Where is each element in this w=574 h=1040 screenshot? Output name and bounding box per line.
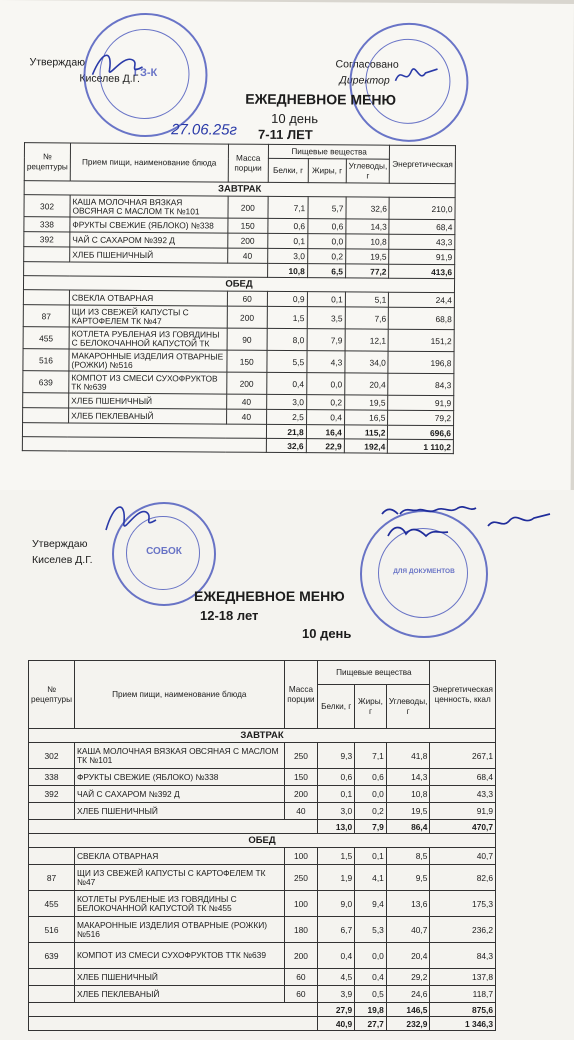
energy-value: 91,9 xyxy=(388,395,454,410)
table-row xyxy=(29,943,496,969)
energy-value: 175,3 xyxy=(430,891,496,917)
section-label: ЗАВТРАК xyxy=(24,181,455,198)
recipe-code xyxy=(23,290,69,305)
recipe-code xyxy=(23,408,69,423)
dish-name: КАША МОЛОЧНАЯ ВЯЗКАЯ ОВСЯНАЯ С МАСЛОМ ТК №101 xyxy=(70,195,228,218)
col-dish-header: Прием пищи, наименование блюда xyxy=(70,143,228,182)
portion-mass: 100 xyxy=(284,891,318,917)
table-row xyxy=(29,891,496,917)
dish-name: КОТЛЕТЫ РУБЛЕНЫЕ ИЗ ГОВЯДИНЫ С БЕЛОКОЧАННОЙ КАПУСТОЙ ТК №455 xyxy=(74,891,284,917)
total-e: 413,6 xyxy=(389,264,455,278)
portion-mass: 250 xyxy=(284,743,318,769)
recipe-code: 302 xyxy=(29,743,75,769)
total-c: 77,2 xyxy=(345,264,389,278)
carbs-value: 20,4 xyxy=(386,943,430,969)
recipe-code xyxy=(29,969,75,986)
energy-value: 82,6 xyxy=(430,865,496,891)
col-mass-header: Масса порции xyxy=(228,144,269,182)
fat-value: 0,2 xyxy=(306,395,344,410)
protein-value: 9,0 xyxy=(318,891,355,917)
protein-value: 0,1 xyxy=(268,233,308,248)
total-f: 7,9 xyxy=(355,820,387,834)
documents-stamp: ДЛЯ ДОКУМЕНТОВ xyxy=(360,510,488,638)
energy-value: 91,9 xyxy=(389,249,455,264)
lunch-total-row xyxy=(29,1003,496,1017)
portion-mass: 60 xyxy=(227,291,267,306)
energy-value: 236,2 xyxy=(430,917,496,943)
dish-name: СВЕКЛА ОТВАРНАЯ xyxy=(69,290,227,306)
portion-mass: 60 xyxy=(284,969,318,986)
protein-value: 3,9 xyxy=(318,986,355,1003)
carbs-value: 5,1 xyxy=(345,292,389,307)
section-label: ЗАВТРАК xyxy=(29,729,496,743)
protein-value: 3,0 xyxy=(267,394,307,409)
table-row xyxy=(29,848,496,865)
col-mass-header: Масса порции xyxy=(284,661,318,729)
total-c: 192,4 xyxy=(344,439,388,453)
recipe-code: 338 xyxy=(29,769,75,786)
recipe-code: 516 xyxy=(29,917,75,943)
table-row xyxy=(29,917,496,943)
fat-value: 0,0 xyxy=(307,234,345,249)
day-total-row xyxy=(22,437,453,454)
col-carbs-header: Углеводы, г xyxy=(386,685,430,729)
menu-title: ЕЖЕДНЕВНОЕ МЕНЮ xyxy=(245,90,397,108)
total-c: 115,2 xyxy=(344,425,388,439)
table-row xyxy=(23,349,454,374)
menu-sheet-7-11 xyxy=(0,0,574,496)
dish-name: ЧАЙ С САХАРОМ №392 Д xyxy=(70,232,228,248)
official-stamp: ГЗ-К xyxy=(83,13,208,138)
signature-approver xyxy=(100,496,160,540)
protein-value: 1,5 xyxy=(267,306,307,328)
portion-mass: 90 xyxy=(227,328,267,350)
protein-value: 3,0 xyxy=(318,803,355,820)
section-row xyxy=(29,729,496,743)
col-dish-header: Прием пищи, наименование блюда xyxy=(74,661,284,729)
total-e: 1 346,3 xyxy=(430,1017,496,1031)
dish-name: ФРУКТЫ СВЕЖИЕ (ЯБЛОКО) №338 xyxy=(70,217,228,233)
menu-sheet-12-18 xyxy=(0,490,574,1040)
dish-name: КАША МОЛОЧНАЯ ВЯЗКАЯ ОВСЯНАЯ С МАСЛОМ ТК №101 xyxy=(74,743,284,769)
carbs-value: 7,6 xyxy=(345,307,389,329)
total-c: 146,5 xyxy=(386,1003,430,1017)
portion-mass: 150 xyxy=(228,218,268,233)
fat-value: 7,9 xyxy=(307,329,345,351)
dish-name: ЩИ ИЗ СВЕЖЕЙ КАПУСТЫ С КАРТОФЕЛЕМ ТК №47 xyxy=(74,865,284,891)
recipe-code xyxy=(23,393,69,408)
day-total-row xyxy=(29,1017,496,1031)
fat-value: 0,2 xyxy=(307,249,345,264)
carbs-value: 14,3 xyxy=(386,769,430,786)
fat-value: 0,4 xyxy=(355,969,387,986)
total-f: 6,5 xyxy=(307,264,345,278)
protein-value: 4,5 xyxy=(318,969,355,986)
protein-value: 0,1 xyxy=(318,786,355,803)
total-p: 32,6 xyxy=(266,438,306,452)
fat-value: 0,4 xyxy=(306,410,344,425)
menu-day: 10 день xyxy=(302,626,352,641)
total-p: 40,9 xyxy=(318,1017,355,1031)
section-label: ОБЕД xyxy=(29,834,496,848)
table-row xyxy=(29,743,496,769)
energy-value: 84,3 xyxy=(430,943,496,969)
portion-mass: 200 xyxy=(228,196,268,218)
recipe-code: 639 xyxy=(23,371,69,393)
protein-value: 3,0 xyxy=(268,248,308,263)
dish-name: ХЛЕБ ПЕКЛЕВАНЫЙ xyxy=(69,408,227,424)
col-fat-header: Жиры, г xyxy=(355,685,387,729)
carbs-value: 10,8 xyxy=(346,234,390,249)
dish-name: ХЛЕБ ПШЕНИЧНЫЙ xyxy=(69,393,227,409)
col-carbs-header: Углеводы, г xyxy=(346,159,390,183)
total-f: 27,7 xyxy=(355,1017,387,1031)
portion-mass: 200 xyxy=(284,786,318,803)
energy-value: 24,4 xyxy=(389,292,455,307)
table-row xyxy=(23,327,454,352)
protein-value: 1,5 xyxy=(318,848,355,865)
dish-name: ЩИ ИЗ СВЕЖЕЙ КАПУСТЫ С КАРТОФЕЛЕМ ТК №47 xyxy=(69,305,227,328)
carbs-value: 10,8 xyxy=(386,786,430,803)
dish-name: ФРУКТЫ СВЕЖИЕ (ЯБЛОКО) №338 xyxy=(74,769,284,786)
blank-cell xyxy=(29,1017,318,1031)
dish-name: КОМПОТ ИЗ СМЕСИ СУХОФРУКТОВ ТК №639 xyxy=(69,371,227,394)
table-row xyxy=(29,803,496,820)
table-row xyxy=(23,305,454,330)
col-code-header: № рецептуры xyxy=(24,143,70,181)
recipe-code: 516 xyxy=(23,349,69,371)
fat-value: 0,6 xyxy=(308,219,346,234)
approve-label: Утверждаю xyxy=(29,56,86,69)
total-p: 21,8 xyxy=(266,424,306,438)
carbs-value: 40,7 xyxy=(386,917,430,943)
portion-mass: 250 xyxy=(284,865,318,891)
carbs-value: 19,5 xyxy=(386,803,430,820)
fat-value: 9,4 xyxy=(355,891,387,917)
approve-label: Утверждаю xyxy=(32,538,88,550)
fat-value: 0,6 xyxy=(355,769,387,786)
fat-value: 0,0 xyxy=(355,786,387,803)
fat-value: 4,1 xyxy=(355,865,387,891)
dish-name: КОТЛЕТА РУБЛЕНАЯ ИЗ ГОВЯДИНЫ С БЕЛОКОЧАННОЙ КАПУСТОЙ ТК xyxy=(69,327,227,350)
protein-value: 0,4 xyxy=(267,372,307,394)
energy-value: 151,2 xyxy=(388,329,454,351)
carbs-value: 19,5 xyxy=(346,249,390,264)
col-nutrients-header: Пищевые вещества xyxy=(268,144,390,159)
total-f: 22,9 xyxy=(306,439,344,453)
menu-table xyxy=(28,660,496,1031)
recipe-code: 392 xyxy=(29,786,75,803)
official-stamp: СОБОК xyxy=(112,502,216,606)
menu-title: ЕЖЕДНЕВНОЕ МЕНЮ xyxy=(194,588,345,604)
total-p: 10,8 xyxy=(267,263,307,277)
dish-name: ХЛЕБ ПШЕНИЧНЫЙ xyxy=(74,803,284,820)
protein-value: 0,6 xyxy=(318,769,355,786)
fat-value: 0,0 xyxy=(306,373,344,395)
fat-value: 4,3 xyxy=(307,351,345,373)
signature-approver xyxy=(87,45,147,85)
dish-name: ХЛЕБ ПШЕНИЧНЫЙ xyxy=(74,969,284,986)
table-row xyxy=(29,786,496,803)
carbs-value: 29,2 xyxy=(386,969,430,986)
approver-name: Киселев Д.Г. xyxy=(32,554,93,566)
breakfast-total-row xyxy=(29,820,496,834)
recipe-code: 455 xyxy=(29,891,75,917)
protein-value: 2,5 xyxy=(266,409,306,424)
energy-value: 43,3 xyxy=(389,234,455,249)
protein-value: 1,9 xyxy=(318,865,355,891)
col-energy-header: Энергетическая ценность, ккал xyxy=(430,661,496,729)
fat-value: 0,0 xyxy=(355,943,387,969)
energy-value: 118,7 xyxy=(430,986,496,1003)
col-nutrients-header: Пищевые вещества xyxy=(318,661,430,685)
fat-value: 5,7 xyxy=(308,197,346,219)
fat-value: 7,1 xyxy=(355,743,387,769)
section-label: ОБЕД xyxy=(23,276,454,293)
table-row xyxy=(24,195,455,220)
portion-mass: 150 xyxy=(284,769,318,786)
portion-mass: 60 xyxy=(284,986,318,1003)
energy-value: 43,3 xyxy=(430,786,496,803)
portion-mass: 200 xyxy=(284,943,318,969)
protein-value: 5,5 xyxy=(267,350,307,372)
carbs-value: 12,1 xyxy=(345,329,389,351)
energy-value: 68,8 xyxy=(389,307,455,329)
portion-mass: 150 xyxy=(227,350,267,372)
portion-mass: 200 xyxy=(226,372,266,394)
recipe-code: 455 xyxy=(23,327,69,349)
agreed-role: Директор xyxy=(339,74,390,87)
blank-cell xyxy=(29,820,318,834)
carbs-value: 16,5 xyxy=(344,410,388,425)
carbs-value: 41,8 xyxy=(386,743,430,769)
dish-name: КОМПОТ ИЗ СМЕСИ СУХОФРУКТОВ ТТК №639 xyxy=(74,943,284,969)
energy-value: 84,3 xyxy=(388,373,454,395)
carbs-value: 24,6 xyxy=(386,986,430,1003)
recipe-code: 338 xyxy=(24,217,70,232)
recipe-code: 392 xyxy=(24,232,70,247)
portion-mass: 200 xyxy=(227,233,267,248)
total-e: 470,7 xyxy=(430,820,496,834)
portion-mass: 40 xyxy=(284,803,318,820)
age-group: 7-11 ЛЕТ xyxy=(258,126,313,143)
energy-value: 40,7 xyxy=(430,848,496,865)
recipe-code xyxy=(24,247,70,262)
section-row xyxy=(29,834,496,848)
fat-value: 0,5 xyxy=(355,986,387,1003)
table-row xyxy=(29,986,496,1003)
age-group: 12-18 лет xyxy=(200,608,259,623)
dish-name: ХЛЕБ ПШЕНИЧНЫЙ xyxy=(70,247,228,263)
total-f: 16,4 xyxy=(306,425,344,439)
dish-name: СВЕКЛА ОТВАРНАЯ xyxy=(74,848,284,865)
energy-value: 79,2 xyxy=(388,410,454,425)
carbs-value: 14,3 xyxy=(346,219,390,234)
total-c: 232,9 xyxy=(386,1017,430,1031)
fat-value: 0,1 xyxy=(355,848,387,865)
total-c: 86,4 xyxy=(386,820,430,834)
carbs-value: 34,0 xyxy=(345,351,389,373)
col-protein-header: Белки, г xyxy=(268,158,308,182)
recipe-code: 87 xyxy=(29,865,75,891)
carbs-value: 32,6 xyxy=(346,197,390,219)
energy-value: 267,1 xyxy=(430,743,496,769)
dish-name: ХЛЕБ ПЕКЛЕВАНЫЙ xyxy=(74,986,284,1003)
carbs-value: 13,6 xyxy=(386,891,430,917)
table-row xyxy=(29,865,496,891)
col-energy-header: Энергетическая xyxy=(390,145,456,183)
portion-mass: 40 xyxy=(226,394,266,409)
protein-value: 0,9 xyxy=(267,291,307,306)
protein-value: 9,3 xyxy=(318,743,355,769)
carbs-value: 9,5 xyxy=(386,865,430,891)
portion-mass: 180 xyxy=(284,917,318,943)
recipe-code xyxy=(29,986,75,1003)
approver-name: Киселев Д.Г. xyxy=(79,72,141,85)
protein-value: 0,4 xyxy=(318,943,355,969)
energy-value: 196,8 xyxy=(388,351,454,373)
col-code-header: № рецептуры xyxy=(29,661,75,729)
energy-value: 137,8 xyxy=(430,969,496,986)
carbs-value: 8,5 xyxy=(386,848,430,865)
recipe-code: 639 xyxy=(29,943,75,969)
carbs-value: 20,4 xyxy=(345,373,389,395)
protein-value: 6,7 xyxy=(318,917,355,943)
handwritten-agreement xyxy=(378,496,558,546)
fat-value: 0,1 xyxy=(307,292,345,307)
total-e: 696,6 xyxy=(388,425,454,439)
total-p: 13,0 xyxy=(318,820,355,834)
portion-mass: 40 xyxy=(226,409,266,424)
dish-name: ЧАЙ С САХАРОМ №392 Д xyxy=(74,786,284,803)
recipe-code xyxy=(29,803,75,820)
recipe-code: 87 xyxy=(23,305,69,327)
energy-value: 91,9 xyxy=(430,803,496,820)
energy-value: 68,4 xyxy=(389,219,455,234)
fat-value: 0,2 xyxy=(355,803,387,820)
fat-value: 5,3 xyxy=(355,917,387,943)
table-row xyxy=(29,769,496,786)
portion-mass: 100 xyxy=(284,848,318,865)
table-row xyxy=(29,969,496,986)
blank-cell xyxy=(22,437,266,453)
recipe-code xyxy=(29,848,75,865)
handwritten-date: 27.06.25г xyxy=(171,121,237,139)
portion-mass: 200 xyxy=(227,306,267,328)
blank-cell xyxy=(29,1003,318,1017)
menu-table xyxy=(22,142,456,454)
dish-name: МАКАРОННЫЕ ИЗДЕЛИЯ ОТВАРНЫЕ (РОЖКИ) №516 xyxy=(74,917,284,943)
table-row xyxy=(23,371,454,396)
signature-director xyxy=(391,61,441,91)
total-e: 875,6 xyxy=(430,1003,496,1017)
col-fat-header: Жиры, г xyxy=(308,159,346,183)
col-protein-header: Белки, г xyxy=(318,685,355,729)
menu-day: 10 день xyxy=(271,110,319,127)
portion-mass: 40 xyxy=(227,248,267,263)
protein-value: 8,0 xyxy=(267,328,307,350)
total-p: 27,9 xyxy=(318,1003,355,1017)
dish-name: МАКАРОННЫЕ ИЗДЕЛИЯ ОТВАРНЫЕ (РОЖКИ) №516 xyxy=(69,349,227,372)
energy-value: 68,4 xyxy=(430,769,496,786)
fat-value: 3,5 xyxy=(307,307,345,329)
carbs-value: 19,5 xyxy=(344,395,388,410)
protein-value: 0,6 xyxy=(268,218,308,233)
energy-value: 210,0 xyxy=(389,197,455,219)
protein-value: 7,1 xyxy=(268,196,308,218)
total-f: 19,8 xyxy=(355,1003,387,1017)
recipe-code: 302 xyxy=(24,195,70,217)
agreed-label: Согласовано xyxy=(335,58,399,71)
total-e: 1 110,2 xyxy=(388,439,454,453)
